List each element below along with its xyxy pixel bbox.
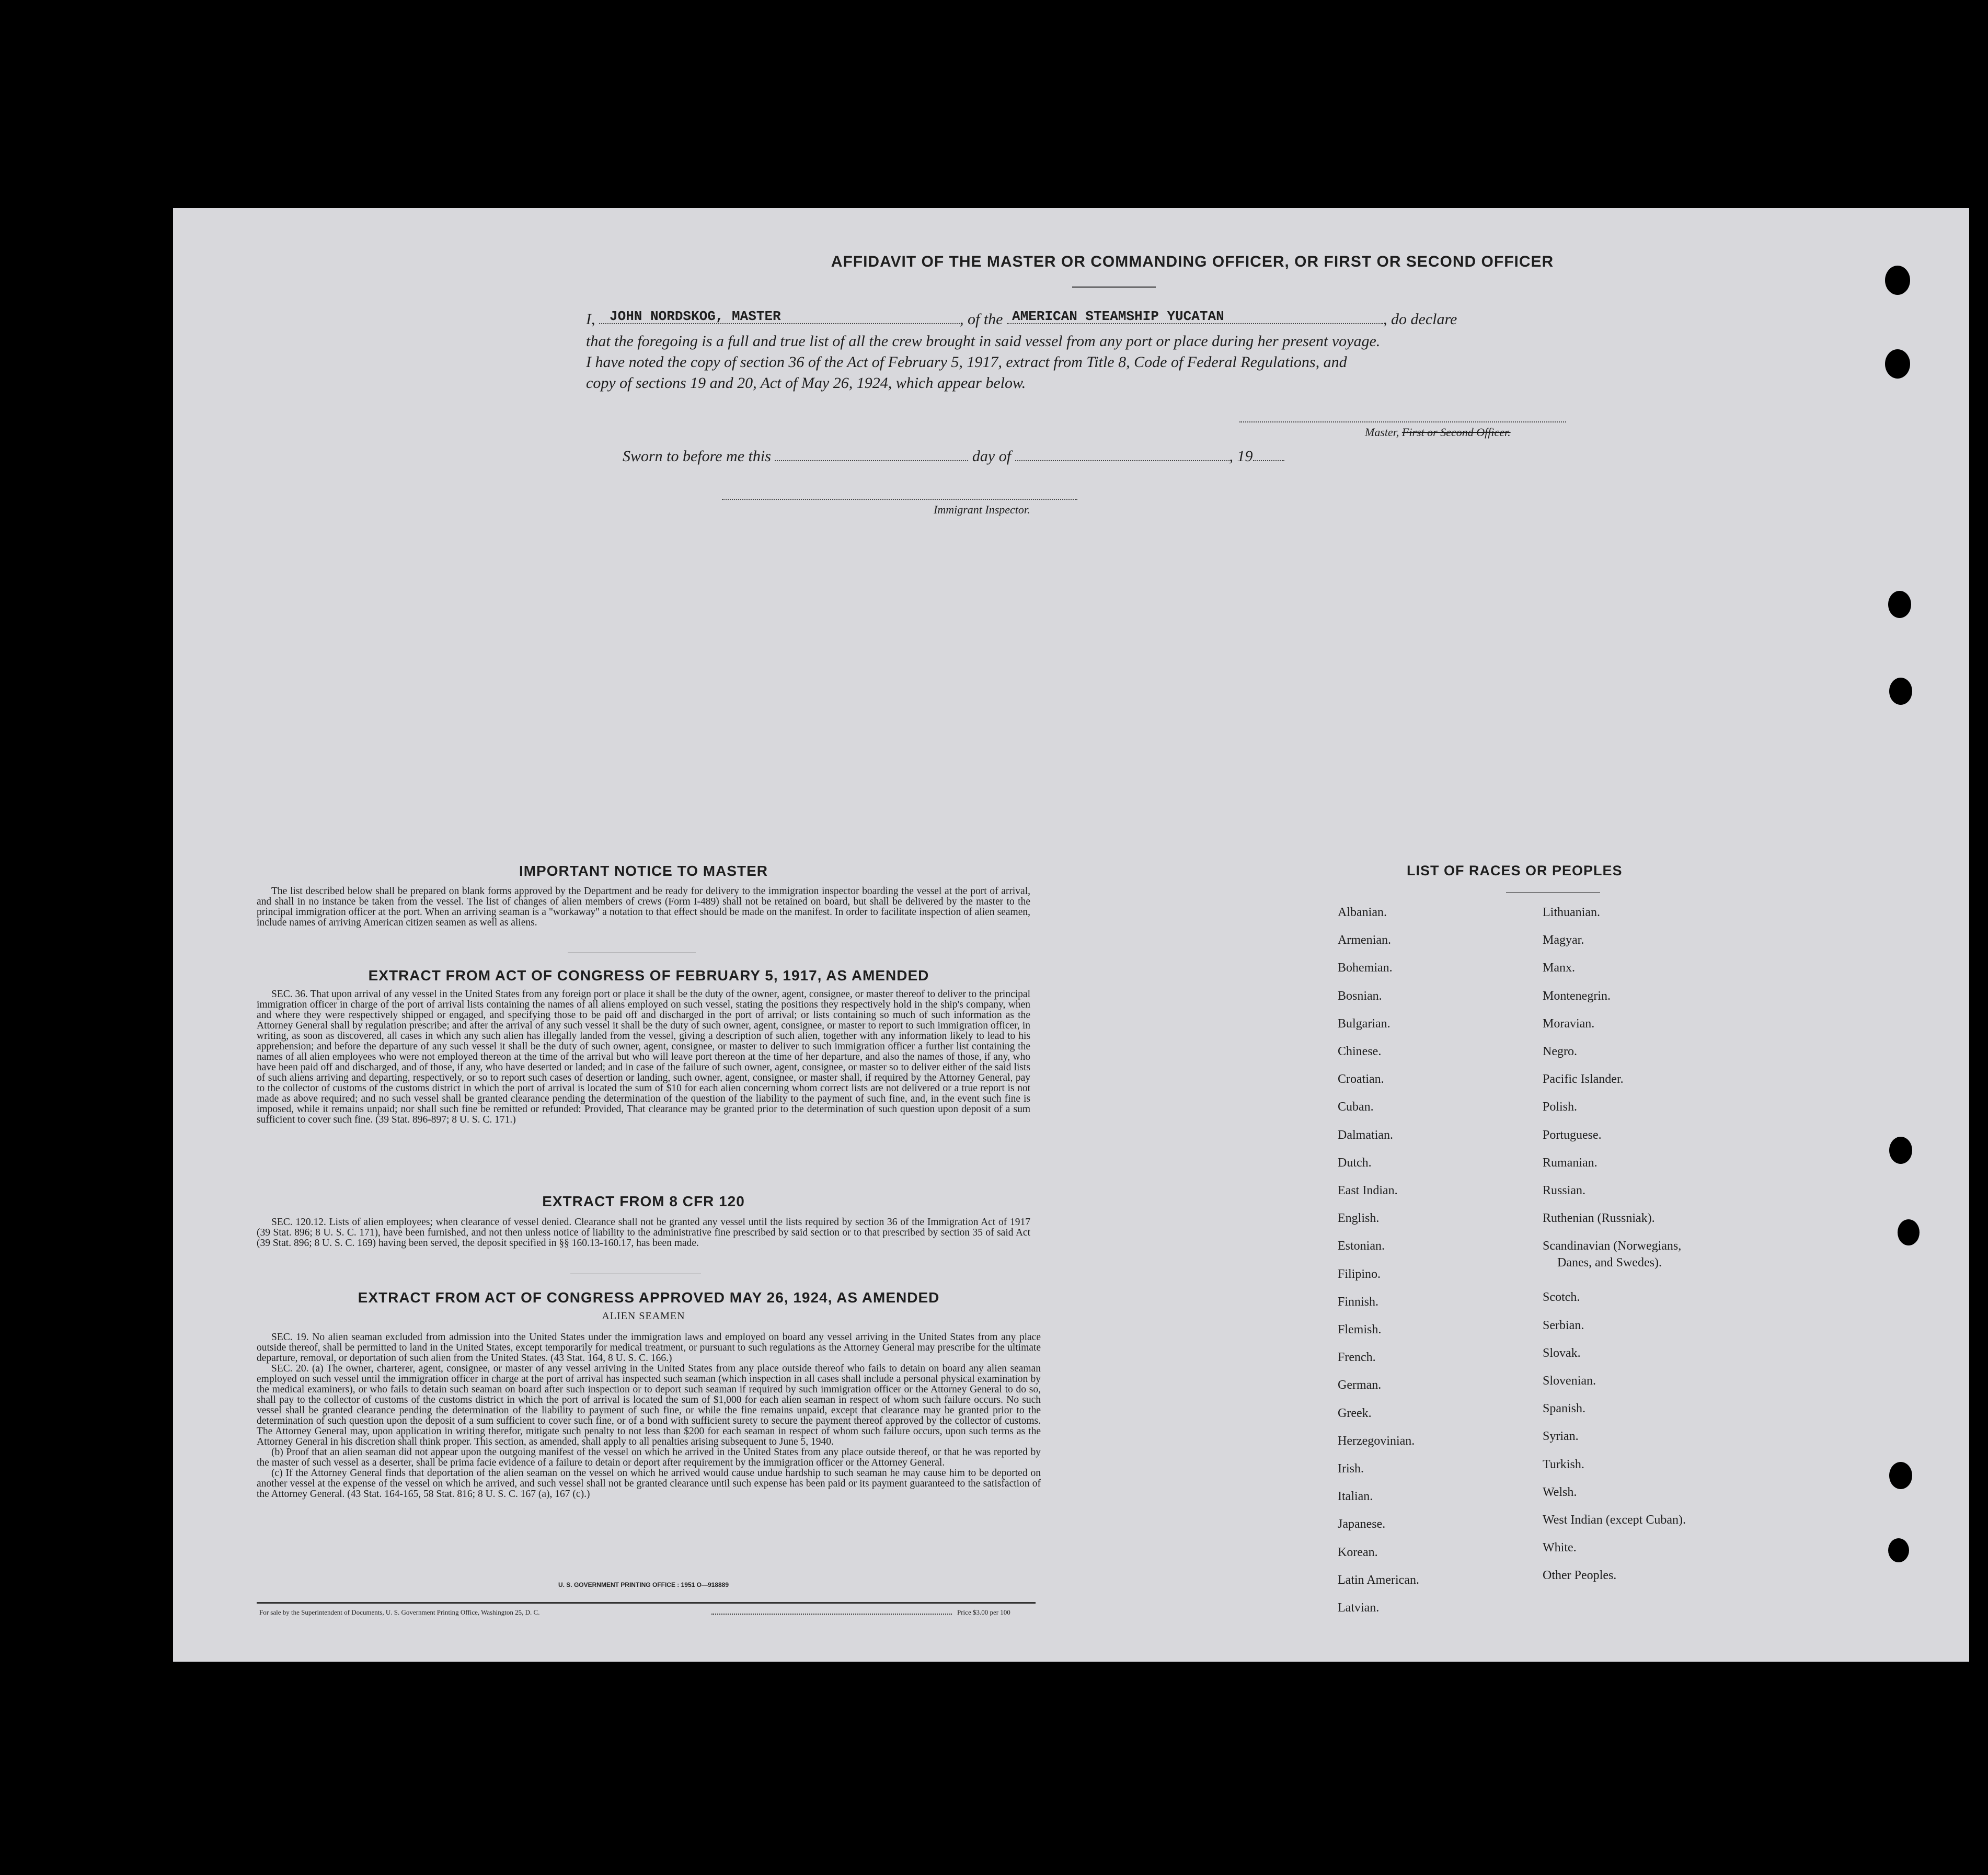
race-item: Chinese. xyxy=(1338,1045,1382,1058)
race-item: East Indian. xyxy=(1338,1184,1398,1197)
race-item: Cuban. xyxy=(1338,1100,1374,1114)
sworn-prefix: Sworn to before me this xyxy=(623,448,771,465)
punch-hole xyxy=(1885,266,1910,295)
punch-hole xyxy=(1898,1219,1920,1245)
race-item: Lithuanian. xyxy=(1543,906,1600,919)
alien-seamen-subtitle: ALIEN SEAMEN xyxy=(602,1310,685,1322)
race-item: Danes, and Swedes). xyxy=(1557,1256,1662,1270)
race-item: Filipino. xyxy=(1338,1267,1381,1281)
race-item: Dutch. xyxy=(1338,1156,1372,1170)
affidavit-title: AFFIDAVIT OF THE MASTER OR COMMANDING OFFICER, OR FIRST OR SECOND OFFICER xyxy=(831,253,1554,270)
title-rule xyxy=(1072,287,1156,288)
section-36-paragraph: SEC. 36. That upon arrival of any vessel in the United States from any foreign port or place it shall be the duty of the owner, agent, consignee, or master thereof to deliver to the principal immigration officer in charge of the port of arrival lists containing the names of all aliens employed on such vessel, stating the positions they respectively hold in the ship's company, when and where they were respectively shipped or engaged, and specifying those to be paid off and discharged in the port of arrival; or lists containing so much of such information as the Attorney General shall by regulation prescribe; and after the arrival of any such vessel it shall be the duty of such owner, agent, consignee, or master to report to such immigration officer, in writing, as soon as discovered, all cases in which any such alien has illegally landed from the vessel, giving a description of such alien, together with any information likely to lead to his apprehension; and before the departure of any such vessel it shall be the duty of such owner, agent, consignee, or master to deliver to such immigration officer a further list containing the names of all alien employees who were not employed thereon at the time of the arrival but who will leave port thereon at the time of her departure, and also the names of those, if any, who have been paid off and discharged, and of those, if any, who have deserted or landed; and in case of the failure of such owner, agent, consignee, or master so to deliver either of the said lists of such aliens arriving and departing, respectively, or so to report such cases of desertion or landing, such owner, agent, consignee, or master shall, if required by the Attorney General, pay to the collector of customs of the customs district in which the port of arrival is located the sum of $10 for each alien concerning whom correct lists are not delivered or a true report is not made as above required; and no such vessel shall be granted clearance pending the determination of the question of the liability to the payment of such fine, and, in the event such fine is imposed, while it remains unpaid; nor shall such fine be remitted or refunded: Provided, That clearance may be granted prior to the determination of such question upon deposit of a sum sufficient to cover such fine. (39 Stat. 896-897; 8 U. S. C. 171.) xyxy=(257,989,1030,1125)
of-the-label: , of the xyxy=(960,311,1003,328)
race-item: English. xyxy=(1338,1211,1380,1226)
extract-cfr-body xyxy=(257,1217,1030,1249)
punch-hole xyxy=(1888,1538,1909,1562)
race-item: Albanian. xyxy=(1338,906,1387,919)
master-name-field[interactable] xyxy=(599,308,960,324)
race-item: Polish. xyxy=(1543,1100,1578,1114)
declaration-line-4: copy of sections 19 and 20, Act of May 26, 1924, which appear below. xyxy=(586,374,1026,392)
sworn-line xyxy=(623,448,1284,465)
race-item: Slovenian. xyxy=(1543,1374,1596,1388)
master-name-value: JOHN NORDSKOG, MASTER xyxy=(610,308,781,324)
sworn-day-field[interactable] xyxy=(775,450,968,461)
extract-1917-title: EXTRACT FROM ACT OF CONGRESS OF FEBRUARY 5, 1917, AS AMENDED xyxy=(368,967,929,984)
race-item: Manx. xyxy=(1543,961,1575,975)
sale-notice: For sale by the Superintendent of Documents, U. S. Government Printing Office, Washington 25, D. C. xyxy=(259,1608,540,1616)
punch-hole xyxy=(1889,1462,1912,1489)
extract-1924-title: EXTRACT FROM ACT OF CONGRESS APPROVED MAY 26, 1924, AS AMENDED xyxy=(358,1289,940,1306)
extract-1917-body xyxy=(257,989,1030,1125)
race-item: Scotch. xyxy=(1543,1290,1580,1305)
race-item: Other Peoples. xyxy=(1543,1569,1617,1583)
race-item: Italian. xyxy=(1338,1490,1373,1504)
race-item: Bohemian. xyxy=(1338,961,1393,975)
race-item: Flemish. xyxy=(1338,1323,1382,1336)
race-item: West Indian (except Cuban). xyxy=(1543,1513,1686,1527)
race-item: White. xyxy=(1543,1541,1577,1555)
do-declare-label: , do declare xyxy=(1383,311,1457,328)
races-title-rule xyxy=(1506,892,1600,893)
day-of-label: day of xyxy=(972,448,1012,465)
document-page xyxy=(173,208,1969,1662)
race-item: Finnish. xyxy=(1338,1295,1379,1309)
race-item: Syrian. xyxy=(1543,1430,1579,1444)
price-notice: Price $3.00 per 100 xyxy=(957,1608,1010,1616)
struck-officer-label: First or Second Officer. xyxy=(1401,426,1511,439)
master-label: Master, xyxy=(1365,426,1399,439)
vessel-name-value: AMERICAN STEAMSHIP YUCATAN xyxy=(1012,308,1224,324)
footer-leader-dots xyxy=(711,1614,952,1615)
inspector-caption: Immigrant Inspector. xyxy=(934,503,1030,516)
race-item: Slovak. xyxy=(1543,1346,1581,1360)
declaration-line-3: I have noted the copy of section 36 of the Act of February 5, 1917, extract from Title 8, Code of Federal Regulations, and xyxy=(586,353,1347,371)
footer-rule xyxy=(257,1602,1036,1604)
section-20b-paragraph: (b) Proof that an alien seaman did not appear upon the outgoing manifest of the vessel on which he arrived in the United States from any place outside thereof, or that he was reported by the master of such vessel as a deserter, shall be prima facie evidence of a failure to detain or deport after requirement by the immigration officer or the Attorney General. xyxy=(257,1447,1041,1468)
race-item: Scandinavian (Norwegians, xyxy=(1543,1239,1682,1253)
year-prefix: , 19 xyxy=(1229,448,1253,465)
race-item: Estonian. xyxy=(1338,1239,1385,1253)
race-item: Pacific Islander. xyxy=(1543,1072,1624,1087)
printing-office-imprint: U. S. GOVERNMENT PRINTING OFFICE : 1951 O—918889 xyxy=(558,1581,729,1588)
race-item: Portuguese. xyxy=(1543,1128,1602,1142)
declaration-line-2: that the foregoing is a full and true list of all the crew brought in said vessel from any port or place during her present voyage. xyxy=(586,333,1381,350)
punch-hole xyxy=(1888,591,1911,618)
punch-hole xyxy=(1885,349,1910,379)
section-120-paragraph: SEC. 120.12. Lists of alien employees; when clearance of vessel denied. Clearance shall not be granted any vessel until the lists required by section 36 of the Immigration Act of 1917 (39 Stat. 896; 8 U. S. C. 171), have been furnished, and not then unless notice of liability to the administrative fine prescribed by said section or to that prescribed by section 35 of said Act (39 Stat. 896; 8 U. S. C. 169) having been served, the deposit specified in §§ 160.13-160.17, has been made. xyxy=(257,1217,1030,1249)
race-item: Greek. xyxy=(1338,1406,1372,1420)
race-item: Spanish. xyxy=(1543,1402,1586,1416)
section-20c-paragraph: (c) If the Attorney General finds that deportation of the alien seaman on the vessel on which he arrived would cause undue hardship to such seaman he may cause him to be deported on another vessel at the expense of the vessel on which he arrived, and such vessel shall not be granted clearance until such expense has been paid or its payment guaranteed to the satisfaction of the Attorney General. (43 Stat. 164-165, 58 Stat. 816; 8 U. S. C. 167 (a), 167 (c).) xyxy=(257,1468,1041,1500)
sworn-month-field[interactable] xyxy=(1015,450,1229,461)
race-item: French. xyxy=(1338,1351,1376,1365)
race-item: German. xyxy=(1338,1378,1382,1392)
race-item: Korean. xyxy=(1338,1545,1378,1559)
race-item: Magyar. xyxy=(1543,933,1584,947)
race-item: Ruthenian (Russniak). xyxy=(1543,1211,1655,1226)
signature-caption xyxy=(1365,426,1511,439)
race-item: Bulgarian. xyxy=(1338,1016,1391,1031)
race-item: Serbian. xyxy=(1543,1318,1584,1332)
race-item: Bosnian. xyxy=(1338,989,1382,1003)
race-item: Moravian. xyxy=(1543,1016,1595,1031)
race-item: Latin American. xyxy=(1338,1573,1419,1587)
race-item: Irish. xyxy=(1338,1462,1364,1476)
extract-1924-body xyxy=(257,1332,1041,1500)
inspector-signature-line[interactable] xyxy=(722,499,1077,500)
race-item: Herzegovinian. xyxy=(1338,1434,1415,1448)
race-item: Turkish. xyxy=(1543,1457,1584,1471)
extract-cfr-title: EXTRACT FROM 8 CFR 120 xyxy=(542,1193,745,1209)
sworn-year-field[interactable] xyxy=(1253,450,1284,461)
section-19-paragraph: SEC. 19. No alien seaman excluded from admission into the United States under the immigration laws and employed on board any vessel arriving in the United States from any place outside thereof, shall be permitted to land in the United States, except temporarily for medical treatment, or pursuant to such regulations as the Attorney General may prescribe for the ultimate departure, removal, or deportation of such alien from the United States. (43 Stat. 164, 8 U. S. C. 166.) xyxy=(257,1332,1041,1364)
race-item: Montenegrin. xyxy=(1543,989,1611,1003)
notice-paragraph: The list described below shall be prepared on blank forms approved by the Department and be ready for delivery to the immigration inspector boarding the vessel at the port of arrival, and shall in no instance be taken from the vessel. The list of changes of alien members of crews (Form I-489) shall not be retained on board, but shall be delivered by the master to the principal immigration officer at the port. When an arriving seaman is a "workaway" a notation to that effect should be made on the manifest. In order to facilitate inspection of alien seamen, include names of arriving American citizen seamen as well as aliens. xyxy=(257,886,1030,928)
notice-title: IMPORTANT NOTICE TO MASTER xyxy=(519,863,768,879)
punch-hole xyxy=(1889,1137,1912,1164)
race-item: Japanese. xyxy=(1338,1517,1386,1531)
notice-body xyxy=(257,886,1030,928)
punch-hole xyxy=(1889,678,1912,705)
race-item: Dalmatian. xyxy=(1338,1128,1393,1142)
i-label: I, xyxy=(586,311,595,328)
section-20a-paragraph: SEC. 20. (a) The owner, charterer, agent, consignee, or master of any vessel arriving in the United States from any place outside thereof who fails to detain on board any alien seaman employed on such vessel until the immigration officer in charge at the port of arrival has inspected such seaman (which inspection in all cases shall include a personal physical examination by the medical examiners), or who fails to detain such seaman on board after such inspection or to deport such seaman if required by such immigration officer or the Attorney General to do so, shall pay to the collector of customs of the customs district in which the port of arrival is located the sum of $1,000 for each alien seaman in respect of whom such failure occurs. No such vessel shall be granted clearance pending the determination of the liability to payment of such fine, or while the fine remains unpaid, except that clearance may be granted prior to the determination of such question upon the deposit of a sum sufficient to cover such fine, or of a bond with sufficient surety to secure the payment thereof approved by the collector of customs. The Attorney General may, upon application in writing therefor, mitigate such penalty to not less than $200 for each seaman in respect of whom such failure occurs, upon such terms as the Attorney General in his discretion shall think proper. This section, as amended, shall apply to all penalties arising subsequent to June 5, 1940. xyxy=(257,1363,1041,1447)
signature-line[interactable] xyxy=(1239,421,1566,422)
races-title: LIST OF RACES OR PEOPLES xyxy=(1407,863,1623,878)
race-item: Armenian. xyxy=(1338,933,1391,947)
race-item: Croatian. xyxy=(1338,1072,1384,1087)
race-item: Russian. xyxy=(1543,1184,1586,1197)
declaration-line-1 xyxy=(586,308,1457,328)
race-item: Latvian. xyxy=(1338,1601,1380,1615)
race-item: Negro. xyxy=(1543,1045,1577,1058)
vessel-name-field[interactable] xyxy=(1007,308,1383,324)
race-item: Rumanian. xyxy=(1543,1156,1598,1170)
race-item: Welsh. xyxy=(1543,1485,1577,1499)
